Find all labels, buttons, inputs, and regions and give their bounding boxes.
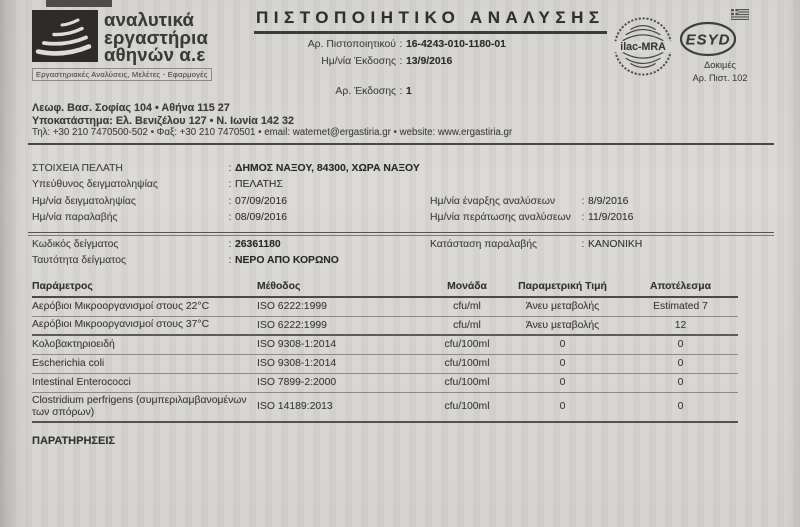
detail-sample-code-row — [32, 239, 770, 256]
esyd-stamp — [678, 9, 762, 84]
table-row — [32, 317, 738, 336]
esyd-label: ESYD — [685, 31, 731, 49]
address-line-2: Υποκατάστημα: Ελ. Βενιζέλου 127 • Ν. Ιωνία 142 32 — [32, 114, 294, 127]
cell-parametric-value: 0 — [559, 358, 566, 369]
cell-unit: cfu/100ml — [444, 339, 490, 350]
colon-separator — [225, 212, 235, 223]
title-block — [242, 6, 612, 98]
analysis-start-value: 8/9/2016 — [588, 195, 629, 207]
cell-result: 0 — [677, 401, 684, 412]
analysis-end-label: Ημ/νία περάτωσης αναλύσεων — [430, 212, 571, 223]
results-table-header — [32, 278, 738, 298]
cell-unit: cfu/ml — [453, 319, 481, 331]
receipt-date-value: 08/09/2016 — [235, 212, 288, 223]
receipt-condition-label: Κατάσταση παραλαβής — [430, 238, 537, 250]
cell-result: 0 — [677, 377, 684, 388]
cell-result: Estimated 7 — [653, 301, 708, 312]
brand-name-line-3: αθηνών α.ε — [104, 44, 206, 65]
esyd-cert-no-caption: Αρ. Πιστ. 102 — [692, 73, 748, 83]
address-line-1: Λεωφ. Βασ. Σοφίας 104 • Αθήνα 115 27 — [32, 102, 230, 114]
document-title: ΠΙΣΤΟΠΟΙΗΤΙΚΟ ΑΝΑΛΥΣΗΣ — [254, 8, 607, 34]
cell-parametric-value: Άνευ μεταβολής — [525, 319, 600, 331]
cell-parametric-value: 0 — [559, 377, 566, 388]
header-divider — [28, 143, 774, 145]
col-header-parameter: Παράμετρος — [32, 280, 93, 292]
sample-id-value: ΝΕΡΟ ΑΠΟ ΚΟΡΩΝΟ — [235, 255, 339, 266]
sample-code-label: Κωδικός δείγματος — [32, 238, 119, 250]
cell-unit: cfu/100ml — [444, 377, 490, 388]
certificate-number-row — [254, 38, 612, 51]
issue-date-value: 13/9/2016 — [406, 56, 453, 67]
col-header-result: Αποτέλεσμα — [649, 281, 712, 292]
colon-separator — [225, 255, 235, 266]
esyd-tests-caption: Δοκιμές — [704, 60, 736, 70]
table-row — [32, 393, 738, 423]
cell-parametric-value: 0 — [559, 339, 566, 350]
greek-flag-icon — [731, 9, 749, 20]
colon-separator — [578, 239, 588, 250]
edition-number-label: Αρ. Έκδοσης — [335, 86, 396, 97]
colon-separator — [396, 85, 406, 98]
scan-edge-artifact — [46, 0, 112, 7]
customer-label: ΣΤΟΙΧΕΙΑ ΠΕΛΑΤΗ — [32, 162, 123, 174]
header — [32, 6, 770, 98]
receipt-condition-value: ΚΑΝΟΝΙΚΗ — [588, 238, 643, 250]
accreditation-stamps — [612, 6, 770, 84]
cell-parametric-value: 0 — [559, 401, 566, 412]
cell-result: 0 — [677, 339, 684, 350]
detail-sample-id-row — [32, 255, 770, 272]
cell-method: ISO 9308-1:2014 — [257, 339, 337, 350]
colon-separator — [578, 196, 588, 207]
colon-separator — [225, 196, 235, 207]
sampler-value: ΠΕΛΑΤΗΣ — [235, 179, 283, 190]
analysis-end-value: 11/9/2016 — [588, 212, 634, 223]
issue-date-row — [254, 55, 612, 68]
ilac-mra-stamp-icon — [612, 9, 674, 84]
colon-separator — [225, 179, 235, 190]
brand-name-line-2: εργαστήρια — [104, 26, 209, 48]
brand-name — [104, 10, 208, 64]
cell-method: ISO 6222:1999 — [257, 319, 327, 331]
receipt-date-label: Ημ/νία παραλαβής — [32, 212, 118, 223]
analysis-start-label: Ημ/νία έναρξης αναλύσεων — [430, 195, 556, 207]
results-table — [32, 278, 738, 423]
company-brand — [32, 6, 242, 82]
cell-parameter: Αερόβιοι Μικροοργανισμοί στους 37°C — [32, 319, 210, 330]
cell-result: 0 — [677, 358, 684, 369]
cell-parameter: Intestinal Enterococci — [32, 376, 131, 388]
cell-parameter: Κολοβακτηριοειδή — [32, 338, 115, 350]
brand-name-line-1: αναλυτικά — [104, 9, 195, 30]
address-line-3: Τηλ: +30 210 7470500-502 • Φαξ: +30 210 7470501 • email: waternet@ergastiria.gr • website: www.ergastiria.gr — [32, 127, 513, 138]
cell-parameter: Escherichia coli — [32, 357, 105, 369]
certificate-number-value: 16-4243-010-1180-01 — [406, 39, 506, 50]
col-header-unit: Μονάδα — [447, 281, 487, 292]
company-logo-waves-icon — [32, 10, 98, 62]
cell-method: ISO 9308-1:2014 — [257, 358, 337, 369]
results-table-body — [32, 298, 738, 423]
colon-separator — [396, 55, 406, 68]
cell-parameter: Clostridium perfrigens (συμπεριλαμβανομένων των σπόρων) — [32, 394, 247, 418]
certificate-number-label: Αρ. Πιστοποιητικού — [307, 39, 396, 50]
cell-unit: cfu/100ml — [444, 401, 490, 412]
edition-number-value: 1 — [406, 86, 412, 97]
cell-result: 12 — [674, 319, 687, 331]
company-address — [32, 102, 770, 140]
sample-id-label: Ταυτότητα δείγματος — [32, 255, 127, 266]
sampler-label: Υπεύθυνος δειγματοληψίας — [32, 179, 158, 190]
detail-receipt-date-row — [32, 212, 770, 229]
cell-method: ISO 7899-2:2000 — [257, 377, 337, 388]
sampling-date-label: Ημ/νία δειγματοληψίας — [32, 195, 136, 207]
cell-parametric-value: Άνευ μεταβολής — [525, 301, 600, 312]
colon-separator — [578, 212, 588, 223]
esyd-oval-icon — [678, 20, 740, 58]
col-header-parametric-value: Παραμετρική Τιμή — [518, 281, 607, 292]
col-header-method: Μέθοδος — [257, 281, 301, 292]
detail-sampling-date-row — [32, 196, 770, 213]
cell-unit: cfu/100ml — [444, 358, 490, 369]
customer-value: ΔΗΜΟΣ ΝΑΞΟΥ, 84300, ΧΩΡΑ ΝΑΞΟΥ — [235, 162, 420, 174]
colon-separator — [225, 163, 235, 174]
cell-method: ISO 6222:1999 — [257, 301, 327, 312]
edition-number-row — [254, 85, 612, 98]
issue-date-label: Ημ/νία Έκδοσης — [321, 56, 396, 67]
colon-separator — [225, 239, 235, 250]
cell-unit: cfu/ml — [453, 301, 481, 312]
ilac-mra-label: ilac-MRA — [620, 41, 666, 54]
sampling-date-value: 07/09/2016 — [235, 195, 288, 207]
sample-code-value: 26361180 — [235, 238, 281, 250]
colon-separator — [396, 38, 406, 51]
table-row — [32, 298, 738, 317]
detail-sampler-row — [32, 179, 770, 196]
table-row — [32, 336, 738, 355]
details-section — [32, 163, 770, 272]
remarks-title: ΠΑΡΑΤΗΡΗΣΕΙΣ — [32, 434, 115, 447]
remarks-section — [32, 435, 770, 447]
cell-method: ISO 14189:2013 — [257, 401, 333, 412]
table-row — [32, 355, 738, 374]
brand-tagline: Εργαστηριακές Αναλύσεις, Μελέτες - Εφαρμογές — [32, 68, 212, 81]
table-row — [32, 374, 738, 393]
details-divider — [28, 232, 774, 236]
detail-customer-row — [32, 163, 770, 180]
cell-parameter: Αερόβιοι Μικροοργανισμοί στους 22°C — [32, 300, 210, 312]
